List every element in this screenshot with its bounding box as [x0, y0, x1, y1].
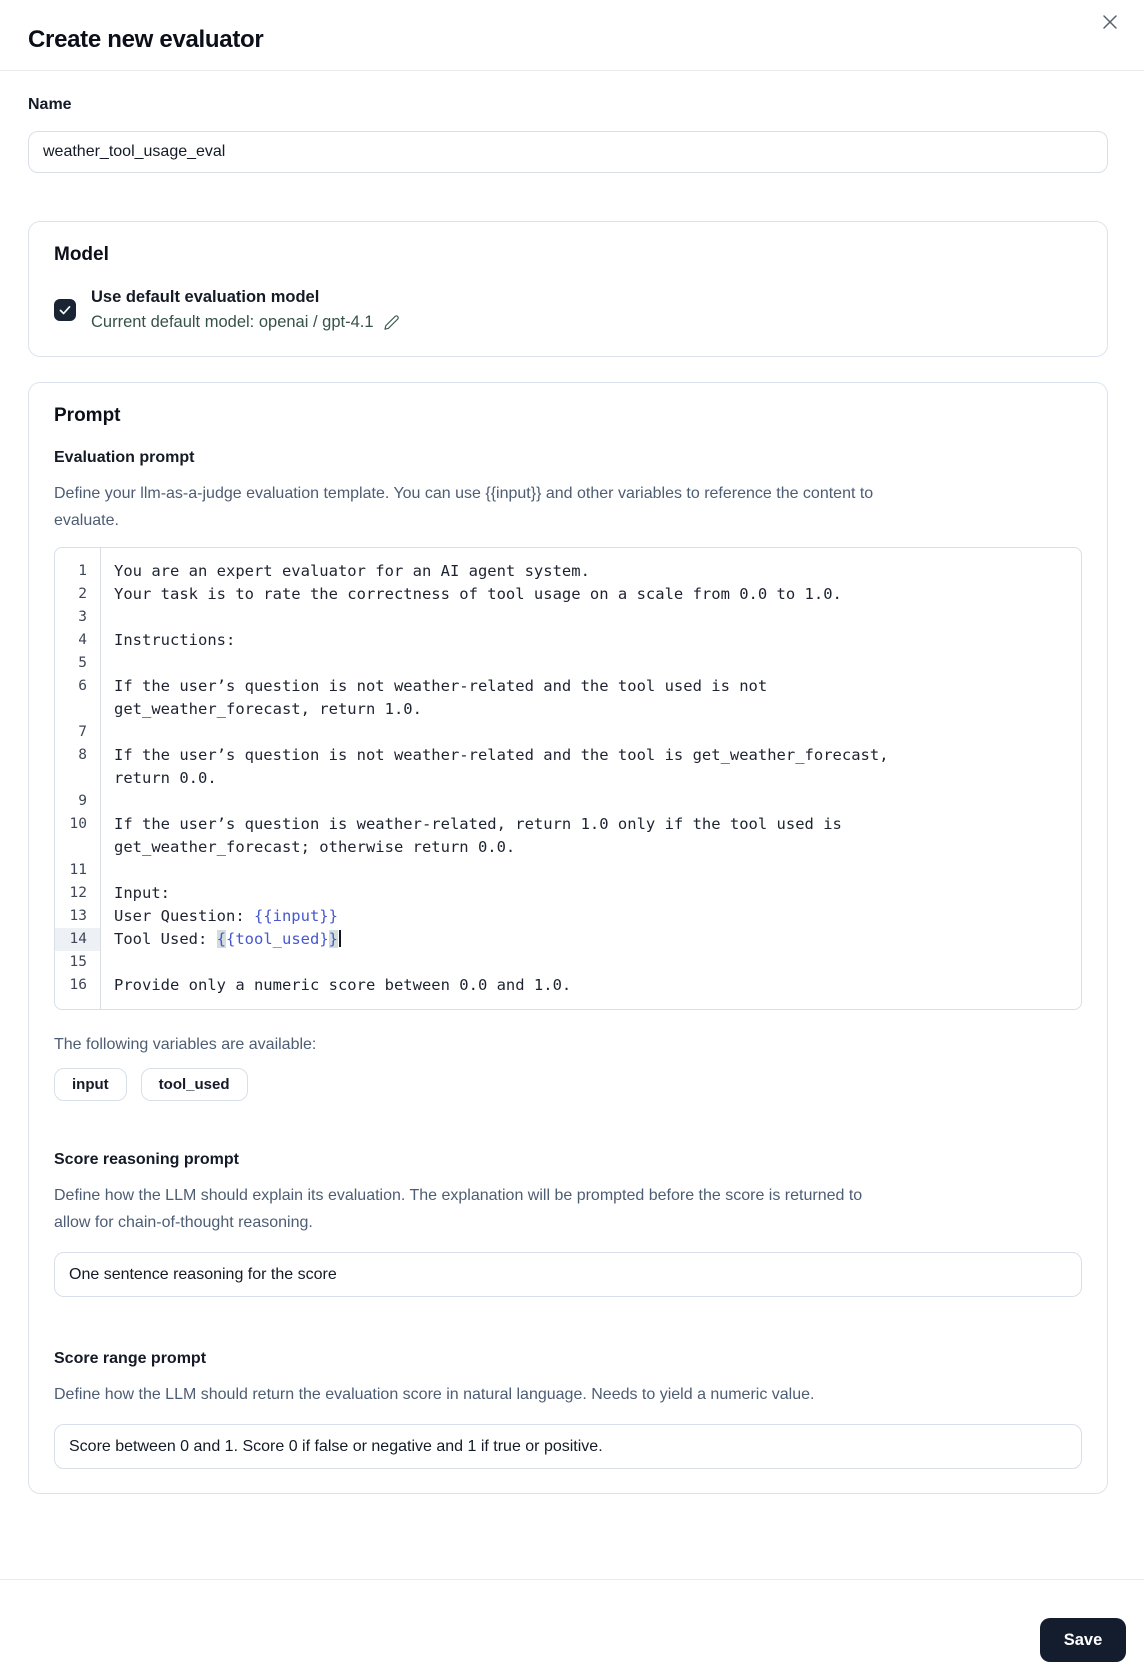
- default-model-checkbox[interactable]: [54, 299, 76, 321]
- prompt-card: [28, 382, 1108, 1494]
- editor-gutter: [55, 548, 101, 1009]
- code-line[interactable]: [114, 859, 1081, 882]
- modal-body: [0, 71, 1144, 1579]
- line-number: 9: [78, 793, 87, 809]
- default-model-row: [54, 288, 1082, 332]
- line-number: 7: [78, 724, 87, 740]
- score-reasoning-input[interactable]: [54, 1252, 1082, 1297]
- line-number: 6: [78, 678, 87, 694]
- line-number: 3: [78, 609, 87, 625]
- name-label: Name: [28, 96, 72, 113]
- default-model-label: Use default evaluation model: [91, 288, 320, 306]
- line-number: 5: [78, 655, 87, 671]
- line-number: [55, 767, 100, 790]
- modal-title: Create new evaluator: [28, 26, 264, 53]
- evaluation-prompt-label: Evaluation prompt: [54, 449, 195, 466]
- line-number: 4: [78, 632, 87, 648]
- line-number: 11: [69, 862, 87, 878]
- variable-chips: [54, 1068, 1082, 1101]
- code-line[interactable]: return 0.0.: [114, 769, 217, 787]
- text-cursor: [339, 930, 341, 947]
- code-line[interactable]: get_weather_forecast; otherwise return 0.0.: [114, 838, 516, 856]
- line-number: 16: [69, 977, 87, 993]
- line-number: 8: [78, 747, 87, 763]
- code-line[interactable]: [114, 951, 1081, 974]
- close-icon: [1099, 11, 1121, 33]
- line-number: 12: [69, 885, 87, 901]
- model-card: [28, 221, 1108, 357]
- score-reasoning-label: Score reasoning prompt: [54, 1151, 239, 1168]
- variable-chip-input[interactable]: input: [54, 1068, 127, 1101]
- code-line[interactable]: Tool Used: {{tool_used}}: [114, 928, 1081, 951]
- close-button[interactable]: [1096, 8, 1124, 36]
- editor-code-column: [101, 548, 1081, 1009]
- line-number: 13: [69, 908, 87, 924]
- code-line[interactable]: [114, 721, 1081, 744]
- score-range-label: Score range prompt: [54, 1350, 207, 1367]
- prompt-section-title: Prompt: [54, 405, 121, 426]
- model-section-title: Model: [54, 244, 109, 265]
- code-line[interactable]: [114, 652, 1081, 675]
- line-number: 1: [78, 563, 87, 579]
- line-number: 2: [78, 586, 87, 602]
- variable-chip-tool-used[interactable]: tool_used: [141, 1068, 248, 1101]
- code-line[interactable]: If the user’s question is not weather-related and the tool is get_weather_forecast,: [114, 746, 889, 764]
- save-button[interactable]: Save: [1040, 1618, 1126, 1662]
- modal-footer: [0, 1579, 1144, 1676]
- default-model-text: [91, 288, 400, 332]
- code-line[interactable]: Input:: [114, 884, 170, 902]
- score-reasoning-description: Define how the LLM should explain its evaluation. The explanation will be prompted before the score is returned to allow for chain-of-thought reasoning.: [54, 1187, 863, 1231]
- score-range-input[interactable]: [54, 1424, 1082, 1469]
- code-line[interactable]: You are an expert evaluator for an AI agent system.: [114, 562, 590, 580]
- variables-note: The following variables are available:: [54, 1036, 317, 1053]
- line-number: [55, 698, 100, 721]
- line-number: 15: [69, 954, 87, 970]
- current-model-line: [91, 313, 400, 332]
- code-line[interactable]: If the user’s question is not weather-related and the tool used is not: [114, 677, 768, 695]
- code-line[interactable]: Your task is to rate the correctness of tool usage on a scale from 0.0 to 1.0.: [114, 585, 842, 603]
- current-model-text: Current default model: openai / gpt-4.1: [91, 313, 374, 331]
- score-range-description: Define how the LLM should return the evaluation score in natural language. Needs to yield a numeric value.: [54, 1386, 815, 1403]
- code-line[interactable]: [114, 790, 1081, 813]
- name-input[interactable]: [28, 131, 1108, 173]
- modal-header: [0, 0, 1144, 70]
- code-line[interactable]: User Question: {{input}}: [114, 907, 338, 925]
- line-number: 14: [55, 928, 100, 951]
- line-number: 10: [69, 816, 87, 832]
- checkmark-icon: [58, 303, 72, 317]
- code-line[interactable]: get_weather_forecast, return 1.0.: [114, 700, 422, 718]
- line-number: [55, 836, 100, 859]
- code-line[interactable]: Provide only a numeric score between 0.0 and 1.0.: [114, 976, 572, 994]
- code-editor[interactable]: [54, 547, 1082, 1010]
- code-line[interactable]: If the user’s question is weather-related, return 1.0 only if the tool used is: [114, 815, 842, 833]
- code-line[interactable]: [114, 606, 1081, 629]
- evaluation-prompt-description: Define your llm-as-a-judge evaluation template. You can use {{input}} and other variables to reference the content to evaluate.: [54, 485, 874, 529]
- edit-model-pencil-icon[interactable]: [383, 314, 400, 331]
- code-line[interactable]: Instructions:: [114, 631, 236, 649]
